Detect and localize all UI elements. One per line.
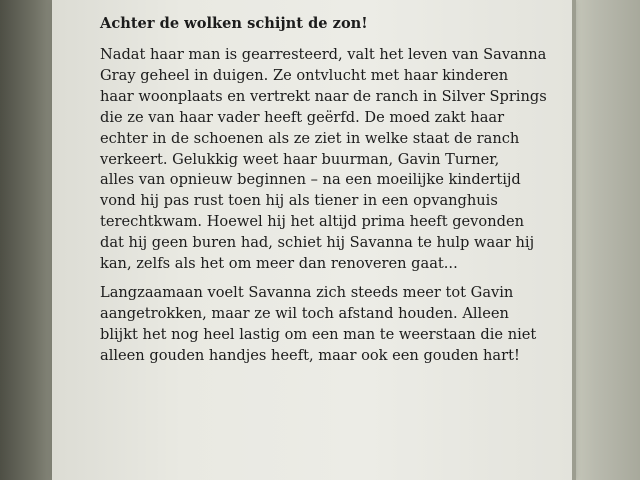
blurb-paragraph-2 (100, 283, 540, 367)
blurb-paragraph-1 (100, 45, 547, 275)
text-line: vond hij pas rust toen hij als tiener in een opvanghuis (100, 192, 498, 210)
book-cover-edge (572, 0, 576, 480)
text-line: verkeert. Gelukkig weet haar buurman, Gavin Turner, (100, 150, 500, 168)
text-line: Nadat haar man is gearresteerd, valt het leven van Savanna (100, 46, 547, 63)
text-line: die ze van haar vader heeft geërfd. De moed zakt haar (100, 108, 505, 126)
text-line: aangetrokken, maar ze wil toch afstand houden. Alleen (100, 304, 509, 322)
text-line: terechtkwam. Hoewel hij het altijd prima heeft gevonden (100, 213, 524, 231)
text-line: haar woonplaats en vertrekt naar de ranch in Silver Springs (100, 87, 547, 105)
text-line: alles van opnieuw beginnen – na een moeilijke kindertijd (100, 171, 521, 189)
text-line: blijkt het nog heel lastig om een man te weerstaan die niet (100, 325, 537, 343)
text-line: Gray geheel in duigen. Ze ontvlucht met haar kinderen (100, 66, 509, 84)
text-line: alleen gouden handjes heeft, maar ook een gouden hart! (100, 346, 520, 364)
blurb-text (100, 10, 547, 375)
text-line: echter in de schoenen als ze ziet in welke staat de ranch (100, 129, 520, 147)
text-line: Langzaamaan voelt Savanna zich steeds meer tot Gavin (100, 283, 514, 301)
background-surface-left (0, 0, 56, 480)
background-surface-right (566, 0, 640, 480)
blurb-headline: Achter de wolken schijnt de zon! (100, 15, 368, 32)
text-line: kan, zelfs als het om meer dan renoveren gaat... (100, 255, 458, 273)
text-line: dat hij geen buren had, schiet hij Savanna te hulp waar hij (100, 234, 535, 252)
